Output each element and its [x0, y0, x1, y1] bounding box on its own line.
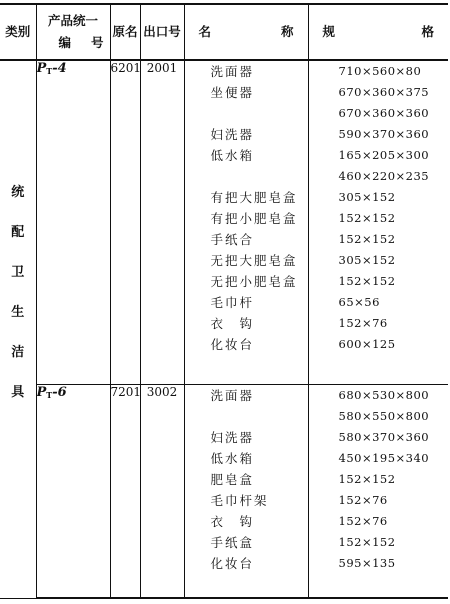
- product-spec: 580×550×800: [338, 408, 430, 423]
- specs-cell: [308, 60, 448, 384]
- names-cell: [184, 384, 308, 598]
- original-name-cell: 6201: [110, 60, 140, 384]
- header-spec: 规 格: [308, 4, 448, 60]
- product-spec: 165×205×300: [338, 148, 430, 162]
- product-name: 洗面器: [210, 64, 255, 79]
- category-char: 具: [11, 385, 25, 400]
- product-spec: 595×135: [338, 555, 396, 570]
- category-char: 卫: [11, 265, 25, 280]
- unified-code-cell: $P_T-6$: [36, 384, 110, 598]
- product-name: 无把大肥皂盒: [210, 253, 298, 268]
- product-name: 洗面器: [210, 387, 255, 403]
- header-category: 类别: [0, 4, 36, 60]
- product-name: 手纸盒: [210, 534, 255, 550]
- product-name: 有把大肥皂盒: [210, 190, 298, 205]
- product-name: 有把小肥皂盒: [210, 211, 298, 226]
- product-spec: 680×530×800: [338, 387, 430, 402]
- product-spec: 152×152: [338, 274, 396, 288]
- product-spec: 65×56: [338, 295, 380, 309]
- header-export-no: 出口号: [140, 4, 184, 60]
- original-name-cell: 7201: [110, 384, 140, 598]
- product-name: [185, 166, 308, 187]
- specs-cell: [308, 384, 448, 598]
- header-row: [0, 4, 448, 60]
- product-name: [185, 103, 308, 124]
- product-name: 坐便器: [210, 85, 255, 100]
- product-name: 毛巾杆: [210, 295, 255, 310]
- product-spec: 305×152: [338, 190, 396, 204]
- product-spec: 580×370×360: [338, 429, 430, 444]
- product-spec: 460×220×235: [338, 169, 430, 183]
- product-name: 衣 钩: [210, 316, 255, 331]
- product-spec: 305×152: [338, 253, 396, 267]
- product-spec: 152×76: [338, 492, 388, 507]
- header-original-name: 原名: [110, 4, 140, 60]
- category-char: 生: [11, 305, 25, 320]
- product-name: 化妆台: [210, 337, 255, 352]
- category-char: 统: [11, 185, 25, 200]
- bottom-rule: [0, 598, 448, 599]
- export-no-cell: 2001: [140, 60, 184, 384]
- export-no-cell: 3002: [140, 384, 184, 598]
- product-spec: 152×152: [338, 232, 396, 246]
- table-row: [0, 60, 448, 384]
- product-name: 手纸合: [210, 232, 255, 247]
- product-name: 化妆台: [210, 555, 255, 571]
- names-cell: [184, 60, 308, 384]
- product-name: 低水箱: [210, 450, 255, 466]
- product-name: 无把小肥皂盒: [210, 274, 298, 289]
- category-char: 配: [11, 225, 25, 240]
- product-spec: 152×152: [338, 471, 396, 486]
- category-cell: [0, 60, 36, 598]
- table-row: [0, 384, 448, 598]
- product-name: 低水箱: [210, 148, 255, 163]
- product-spec: 670×360×375: [338, 85, 430, 99]
- header-unified-code: 产品统一 编 号: [36, 4, 110, 60]
- product-spec: 152×152: [338, 211, 396, 225]
- product-spec: 152×76: [338, 316, 388, 330]
- product-name: [185, 406, 308, 427]
- product-spec: 152×152: [338, 534, 396, 549]
- product-name: 妇洗器: [210, 429, 255, 445]
- product-spec: 670×360×360: [338, 106, 430, 120]
- product-spec: 152×76: [338, 513, 388, 528]
- category-char: 洁: [11, 345, 25, 360]
- product-spec: 590×370×360: [338, 127, 430, 141]
- product-spec: 450×195×340: [338, 450, 430, 465]
- unified-code-cell: $P_T-4$: [36, 60, 110, 384]
- header-name: 名 称: [184, 4, 308, 60]
- product-name: 妇洗器: [210, 127, 255, 142]
- product-spec: 710×560×80: [338, 64, 422, 78]
- spec-table: [0, 3, 448, 599]
- product-spec: 600×125: [338, 337, 396, 351]
- product-name: 肥皂盒: [210, 471, 255, 487]
- product-name: 衣 钩: [210, 513, 255, 529]
- product-name: 毛巾杆架: [210, 492, 269, 508]
